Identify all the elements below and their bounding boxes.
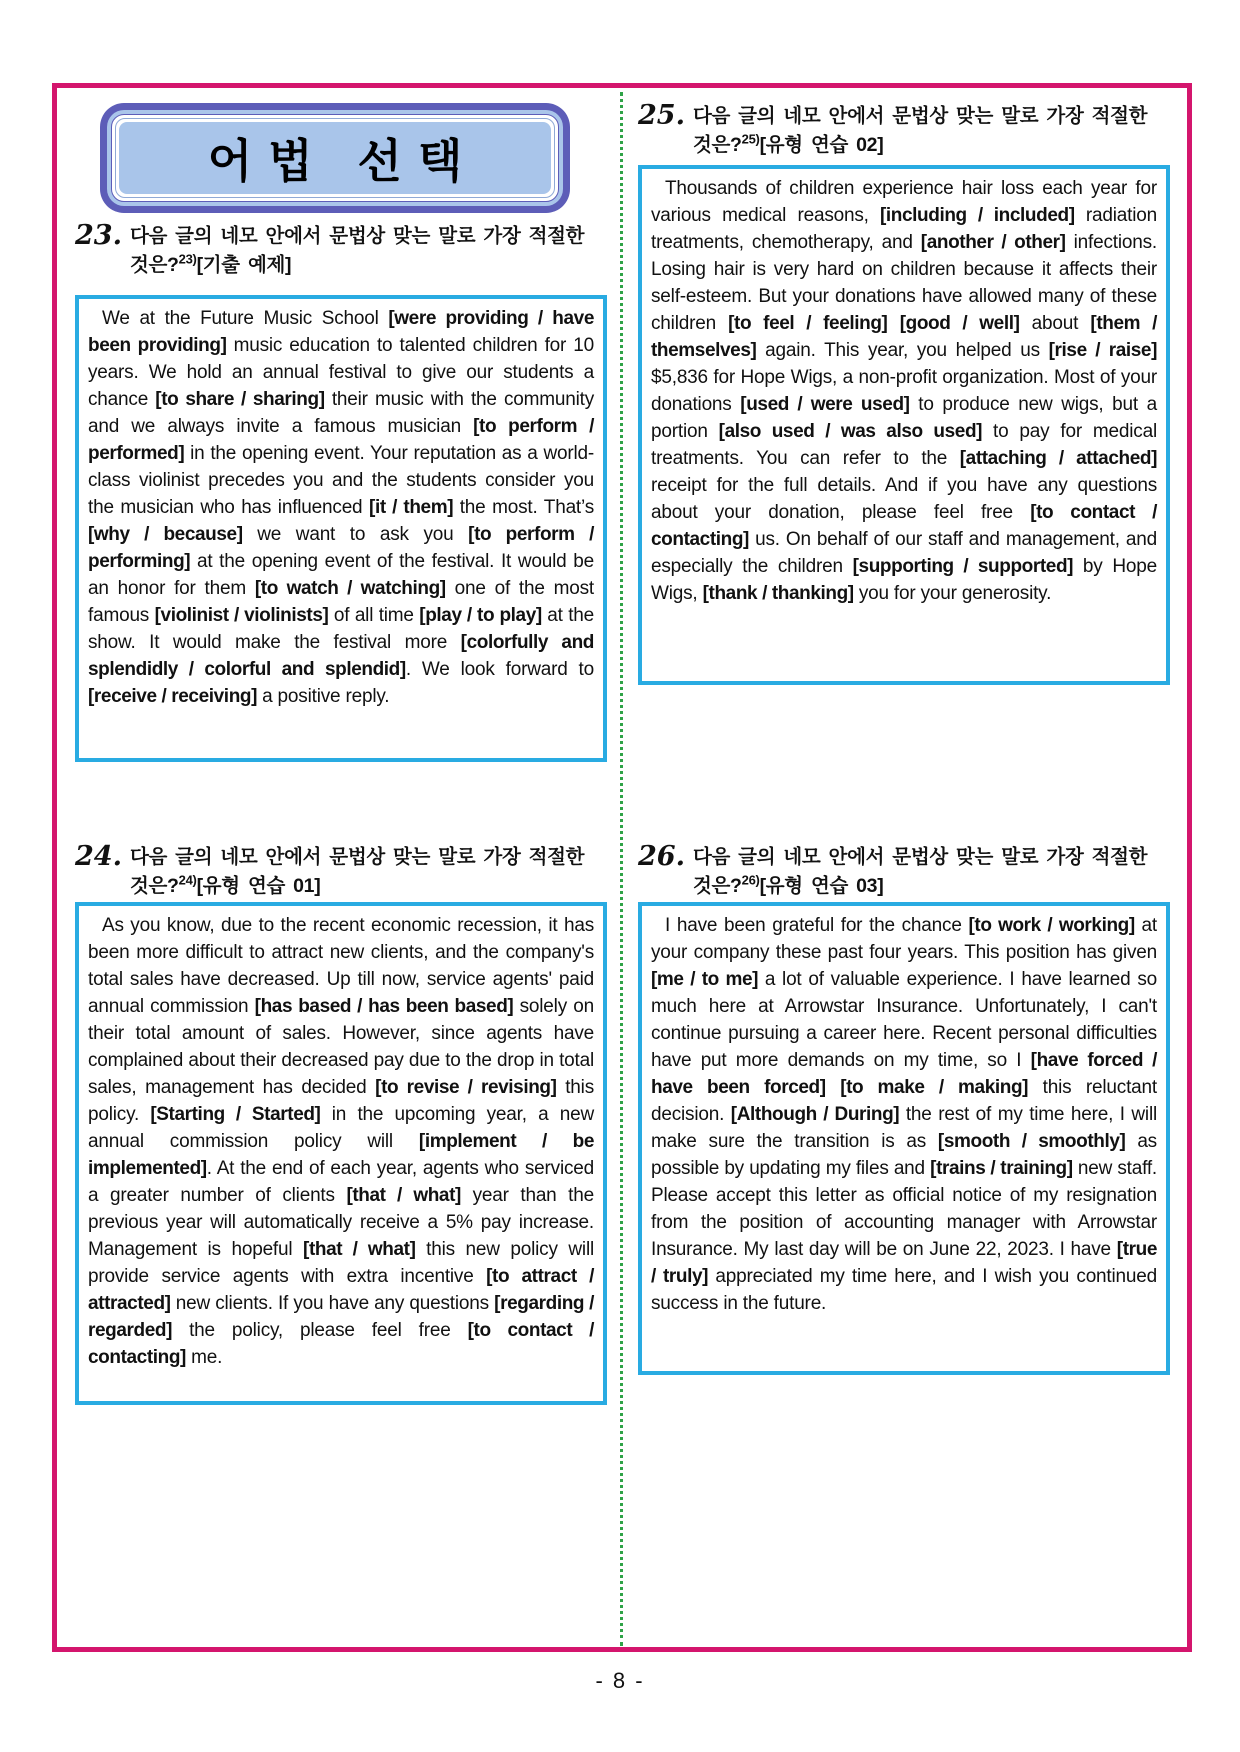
page-title: 어법 선택 — [207, 135, 479, 187]
question-23-prompt: 다음 글의 네모 안에서 문법상 맞는 말로 가장 적절한 것은?$^{23)}$[기출 예제] — [129, 225, 585, 276]
title-banner-ring — [111, 114, 559, 202]
question-23-header — [75, 222, 607, 280]
question-25-number: 25. — [638, 100, 685, 131]
question-23 — [75, 222, 607, 280]
question-23-passage: We at the Future Music School [were providing / have been providing] music education to talented children for 10 years. We hold an annual festival to give our students a chance [to share / sharing] their music with the community and we always invite a famous musician [to perform / performed] in the opening event. Your reputation as a world-class violinist precedes you and the students consider you the musician who has influenced [it / them] the most. That’s [why / because] we want to ask you [to perform / performing] at the opening event of the festival. It would be an honor for them [to watch / watching] one of the most famous [violinist / violinists] of all time [play / to play] at the show. It would make the festival more [colorfully and splendidly / colorful and splendid]. We look forward to [receive / receiving] a positive reply. — [88, 308, 595, 707]
question-25-prompt: 다음 글의 네모 안에서 문법상 맞는 말로 가장 적절한 것은?$^{25)}$[유형 연습 02] — [692, 105, 1148, 156]
question-23-number: 23. — [75, 220, 122, 251]
question-26-prompt: 다음 글의 네모 안에서 문법상 맞는 말로 가장 적절한 것은?$^{26)}$[유형 연습 03] — [692, 846, 1148, 897]
question-24-header — [75, 843, 607, 901]
question-25-header — [638, 102, 1170, 160]
question-24 — [75, 843, 607, 901]
question-25-passage: Thousands of children experience hair loss each year for various medical reasons, [including / included] radiation treatments, chemotherapy, and [another / other] infections. Losing hair is very hard on children because it affects their self-esteem. But your donations have allowed many of these children [to feel / feeling] [good / well] about [them / themselves] again. This year, you helped us [rise / raise] $5,836 for Hope Wigs, a non-profit organization. Most of your donations [used / were used] to produce new wigs, but a portion [also used / was also used] to pay for medical treatments. You can refer to the [attaching / attached] receipt for the full details. And if you have any questions about your donation, please feel free [to contact / contacting] us. On behalf of our staff and management, and especially the children [supporting / supported] by Hope Wigs, [thank / thanking] you for your generosity. — [651, 178, 1158, 604]
question-24-number: 24. — [75, 841, 122, 872]
question-24-passage-box — [75, 902, 607, 1405]
title-banner — [100, 103, 570, 213]
question-23-passage-box — [75, 295, 607, 762]
title-banner-ring — [107, 110, 563, 206]
question-26-number: 26. — [638, 841, 685, 872]
question-26-passage: I have been grateful for the chance [to work / working] at your company these past four years. This position has given [me / to me] a lot of valuable experience. I have learned so much here at Arrowstar Insurance. Unfortunately, I can't continue pursuing a career here. Recent personal difficulties have put more demands on my time, so I [have forced / have been forced] [to make / making] this reluctant decision. [Although / During] the rest of my time here, I will make sure the transition is as [smooth / smoothly] as possible by updating my files and [trains / training] new staff. Please accept this letter as official notice of my resignation from the position of accounting manager with Arrowstar Insurance. My last day will be on June 22, 2023. I have [true / truly] appreciated my time here, and I wish you continued success in the future. — [651, 915, 1158, 1314]
column-divider — [620, 92, 623, 1646]
question-26-header — [638, 843, 1170, 901]
question-24-prompt: 다음 글의 네모 안에서 문법상 맞는 말로 가장 적절한 것은?$^{24)}$[유형 연습 01] — [129, 846, 585, 897]
page-number: - 8 - — [595, 1668, 645, 1693]
question-26-passage-box — [638, 902, 1170, 1375]
question-26 — [638, 843, 1170, 901]
question-24-passage: As you know, due to the recent economic recession, it has been more difficult to attract new clients, and the company's total sales have decreased. Up till now, service agents' paid annual commission [has based / has been based] solely on their total amount of sales. However, since agents have complained about their decreased pay due to the drop in total sales, management has decided [to revise / revising] this policy. [Starting / Started] in the upcoming year, a new annual commission policy will [implement / be implemented]. At the end of each year, agents who serviced a greater number of clients [that / what] year than the previous year will automatically receive a 5% pay increase. Management is hopeful [that / what] this new policy will provide service agents with extra incentive [to attract / attracted] new clients. If you have any questions [regarding / regarded] the policy, please feel free [to contact / contacting] me. — [88, 915, 595, 1368]
question-25 — [638, 102, 1170, 160]
title-banner-inner — [119, 122, 551, 194]
question-25-passage-box — [638, 165, 1170, 685]
title-banner-ring — [115, 118, 555, 198]
